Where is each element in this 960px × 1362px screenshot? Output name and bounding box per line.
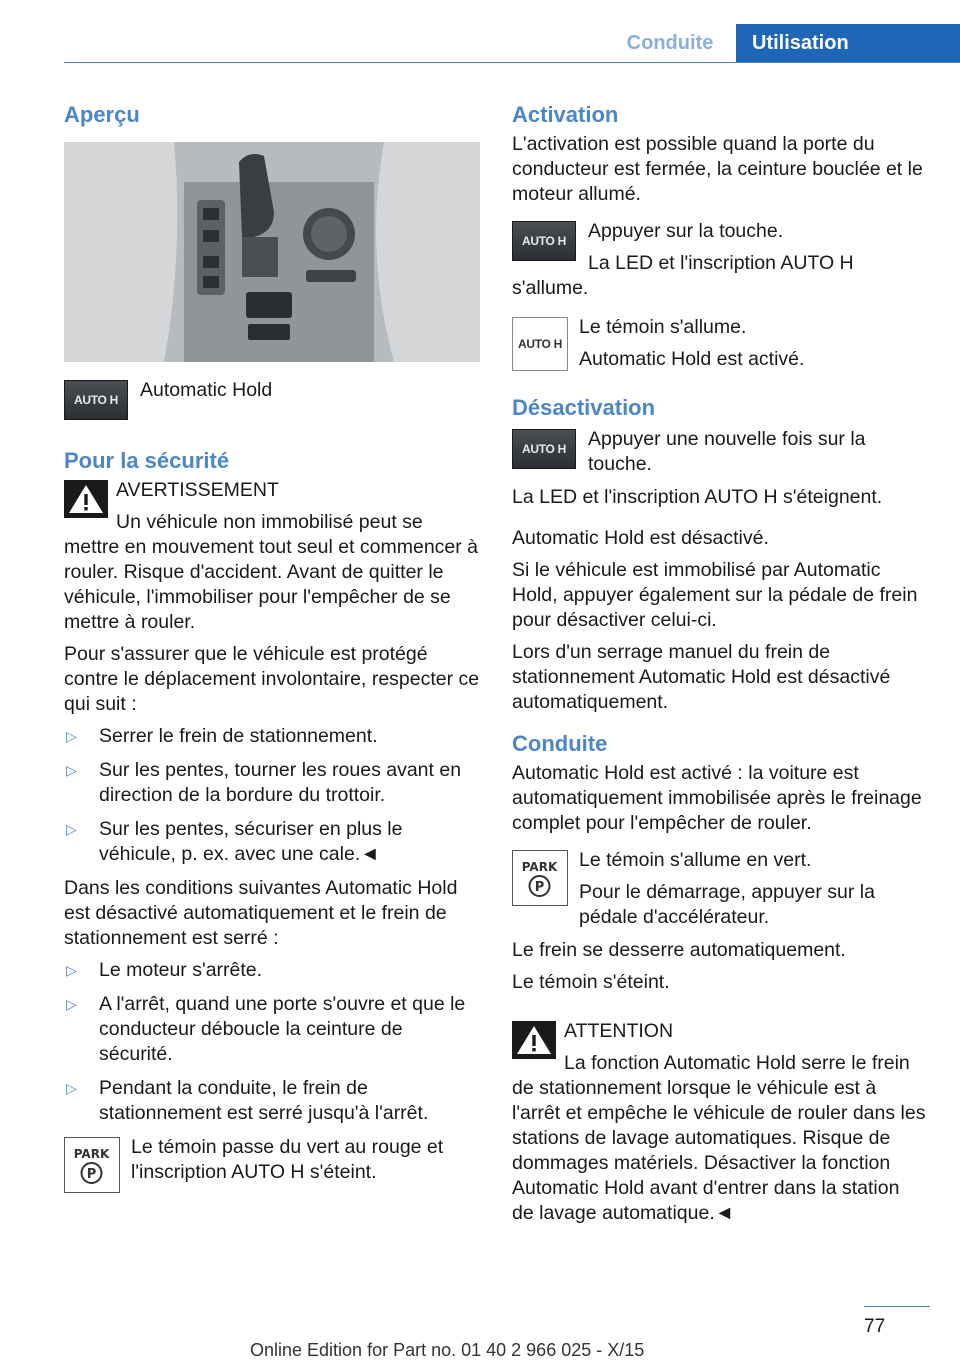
warning-block	[64, 478, 480, 635]
frein-desserre-text: Le frein se desserre automatiquement.	[512, 939, 846, 961]
paragraph-conditions: Dans les conditions suivantes Automatic Hold est désactivé automatiquement et le frein de stationnement est serré :	[64, 877, 458, 949]
attention-block	[512, 1019, 926, 1226]
center-console-illustration	[64, 142, 480, 362]
bullet-triangle-icon: ▷	[66, 1080, 77, 1096]
park-green-text: Le témoin s'allume en vert.	[579, 849, 812, 871]
bullet-triangle-icon: ▷	[66, 962, 77, 978]
footer-rule	[864, 1306, 930, 1307]
conditions-list	[64, 958, 480, 1126]
tab-utilisation[interactable]: Utilisation	[736, 24, 960, 62]
temoin-on-row	[512, 315, 926, 373]
warning-triangle-icon	[512, 1021, 556, 1066]
list-item: ▷ Sur les pentes, tourner les roues avant en direction de la bordure du trottoir.	[66, 759, 462, 806]
section-title-desactivation: Désactivation	[512, 395, 656, 420]
attention-title: ATTENTION	[564, 1020, 674, 1042]
list-item: ▷ Le moteur s'arrête.	[66, 959, 263, 981]
list-item: ▷ Sur les pentes, sécuriser en plus le véhicule, p. ex. avec une cale.◄	[66, 818, 403, 865]
left-column	[64, 100, 480, 1203]
warning-title: AVERTISSEMENT	[116, 479, 279, 501]
park-indicator-row	[64, 1135, 480, 1195]
section-title-securite: Pour la sécurité	[64, 448, 230, 473]
led-off-text: La LED et l'inscription AUTO H s'éteignent.	[512, 486, 883, 508]
svg-text:PARK: PARK	[521, 860, 558, 874]
section-title-conduite: Conduite	[512, 731, 608, 756]
desactivation-step: Appuyer une nouvelle fois sur la touche.	[588, 428, 866, 475]
svg-text:P: P	[534, 880, 545, 895]
svg-text:P: P	[86, 1167, 97, 1182]
list-item: ▷ Serrer le frein de stationnement.	[66, 725, 378, 747]
overview-photo	[64, 142, 480, 362]
edition-footer: Online Edition for Part no. 01 40 2 966 025 - X/15	[250, 1340, 645, 1360]
header-rule	[64, 62, 960, 63]
park-indicator-icon	[512, 850, 568, 906]
bullet-triangle-icon: ▷	[66, 762, 77, 778]
svg-text:PARK: PARK	[73, 1147, 110, 1161]
right-column	[512, 100, 926, 1233]
park-indicator-row-right	[512, 848, 926, 930]
warning-body: Un véhicule non immobilisé peut se mettre en mouvement tout seul et commencer à rouler. Risque d'accident. Avant de quitter le véhicule, l'immobiliser pour l'empêcher de se mettre à rouler.	[64, 511, 479, 633]
autohold-label: Automatic Hold	[140, 379, 273, 401]
auto-h-button-icon: AUTO H	[64, 380, 128, 420]
page-number: 77	[864, 1316, 886, 1337]
park-text-left: Le témoin passe du vert au rouge et l'inscription AUTO H s'éteint.	[131, 1136, 444, 1183]
auto-h-button-icon: AUTO H	[512, 221, 576, 261]
paragraph-immobilise: Si le véhicule est immobilisé par Automatic Hold, appuyer également sur la pédale de frein pour désactiver celui-ci.	[512, 559, 918, 631]
autohold-icon-row	[64, 378, 480, 418]
list-item: ▷ A l'arrêt, quand une porte s'ouvre et que le conducteur déboucle la ceinture de sécurité.	[66, 993, 466, 1065]
paragraph-serrage: Lors d'un serrage manuel du frein de stationnement Automatic Hold est désactivé automatiquement.	[512, 641, 891, 713]
safety-list	[64, 724, 480, 867]
auto-h-indicator-icon: AUTO H	[512, 317, 568, 371]
activation-step-1: Appuyer sur la touche.	[588, 220, 784, 242]
temoin-off-text: Le témoin s'éteint.	[512, 971, 670, 993]
section-title-activation: Activation	[512, 102, 619, 127]
park-start-text: Pour le démarrage, appuyer sur la pédale d'accélérateur.	[579, 881, 875, 928]
activation-step-2: La LED et l'inscription AUTO H s'allume.	[512, 252, 854, 299]
bullet-triangle-icon: ▷	[66, 821, 77, 837]
conduite-paragraph: Automatic Hold est activé : la voiture est automatiquement immobilisée après le freinage complet pour l'empêcher de rouler.	[512, 762, 922, 834]
activation-paragraph: L'activation est possible quand la porte du conducteur est fermée, la ceinture bouclée et le moteur allumé.	[512, 133, 923, 205]
paragraph-assurer: Pour s'assurer que le véhicule est protégé contre le déplacement involontaire, respecter ce qui suit :	[64, 643, 480, 715]
tab-conduite[interactable]: Conduite	[626, 32, 714, 54]
activation-step-row	[512, 219, 926, 301]
list-item: ▷ Pendant la conduite, le frein de stationnement est serré jusqu'à l'arrêt.	[66, 1077, 429, 1124]
bullet-triangle-icon: ▷	[66, 728, 77, 744]
section-title-apercu: Aperçu	[64, 102, 140, 127]
warning-triangle-icon	[64, 480, 108, 525]
automatic-hold-desactive-text: Automatic Hold est désactivé.	[512, 527, 769, 549]
automatic-hold-active-text: Automatic Hold est activé.	[579, 348, 805, 370]
auto-h-button-icon: AUTO H	[512, 429, 576, 469]
bullet-triangle-icon: ▷	[66, 996, 77, 1012]
temoin-allume-text: Le témoin s'allume.	[579, 316, 747, 338]
park-indicator-icon	[64, 1137, 120, 1193]
attention-body: La fonction Automatic Hold serre le frein de stationnement lorsque le véhicule est à l'arrêt et empêche le véhicule de rouler dans les stations de lavage automatiques. Risque de dommages matériels. Désactiver la fonction Automatic Hold avant d'entrer dans la station de lavage automatique.◄	[512, 1052, 926, 1224]
desactivation-step-row	[512, 427, 926, 477]
